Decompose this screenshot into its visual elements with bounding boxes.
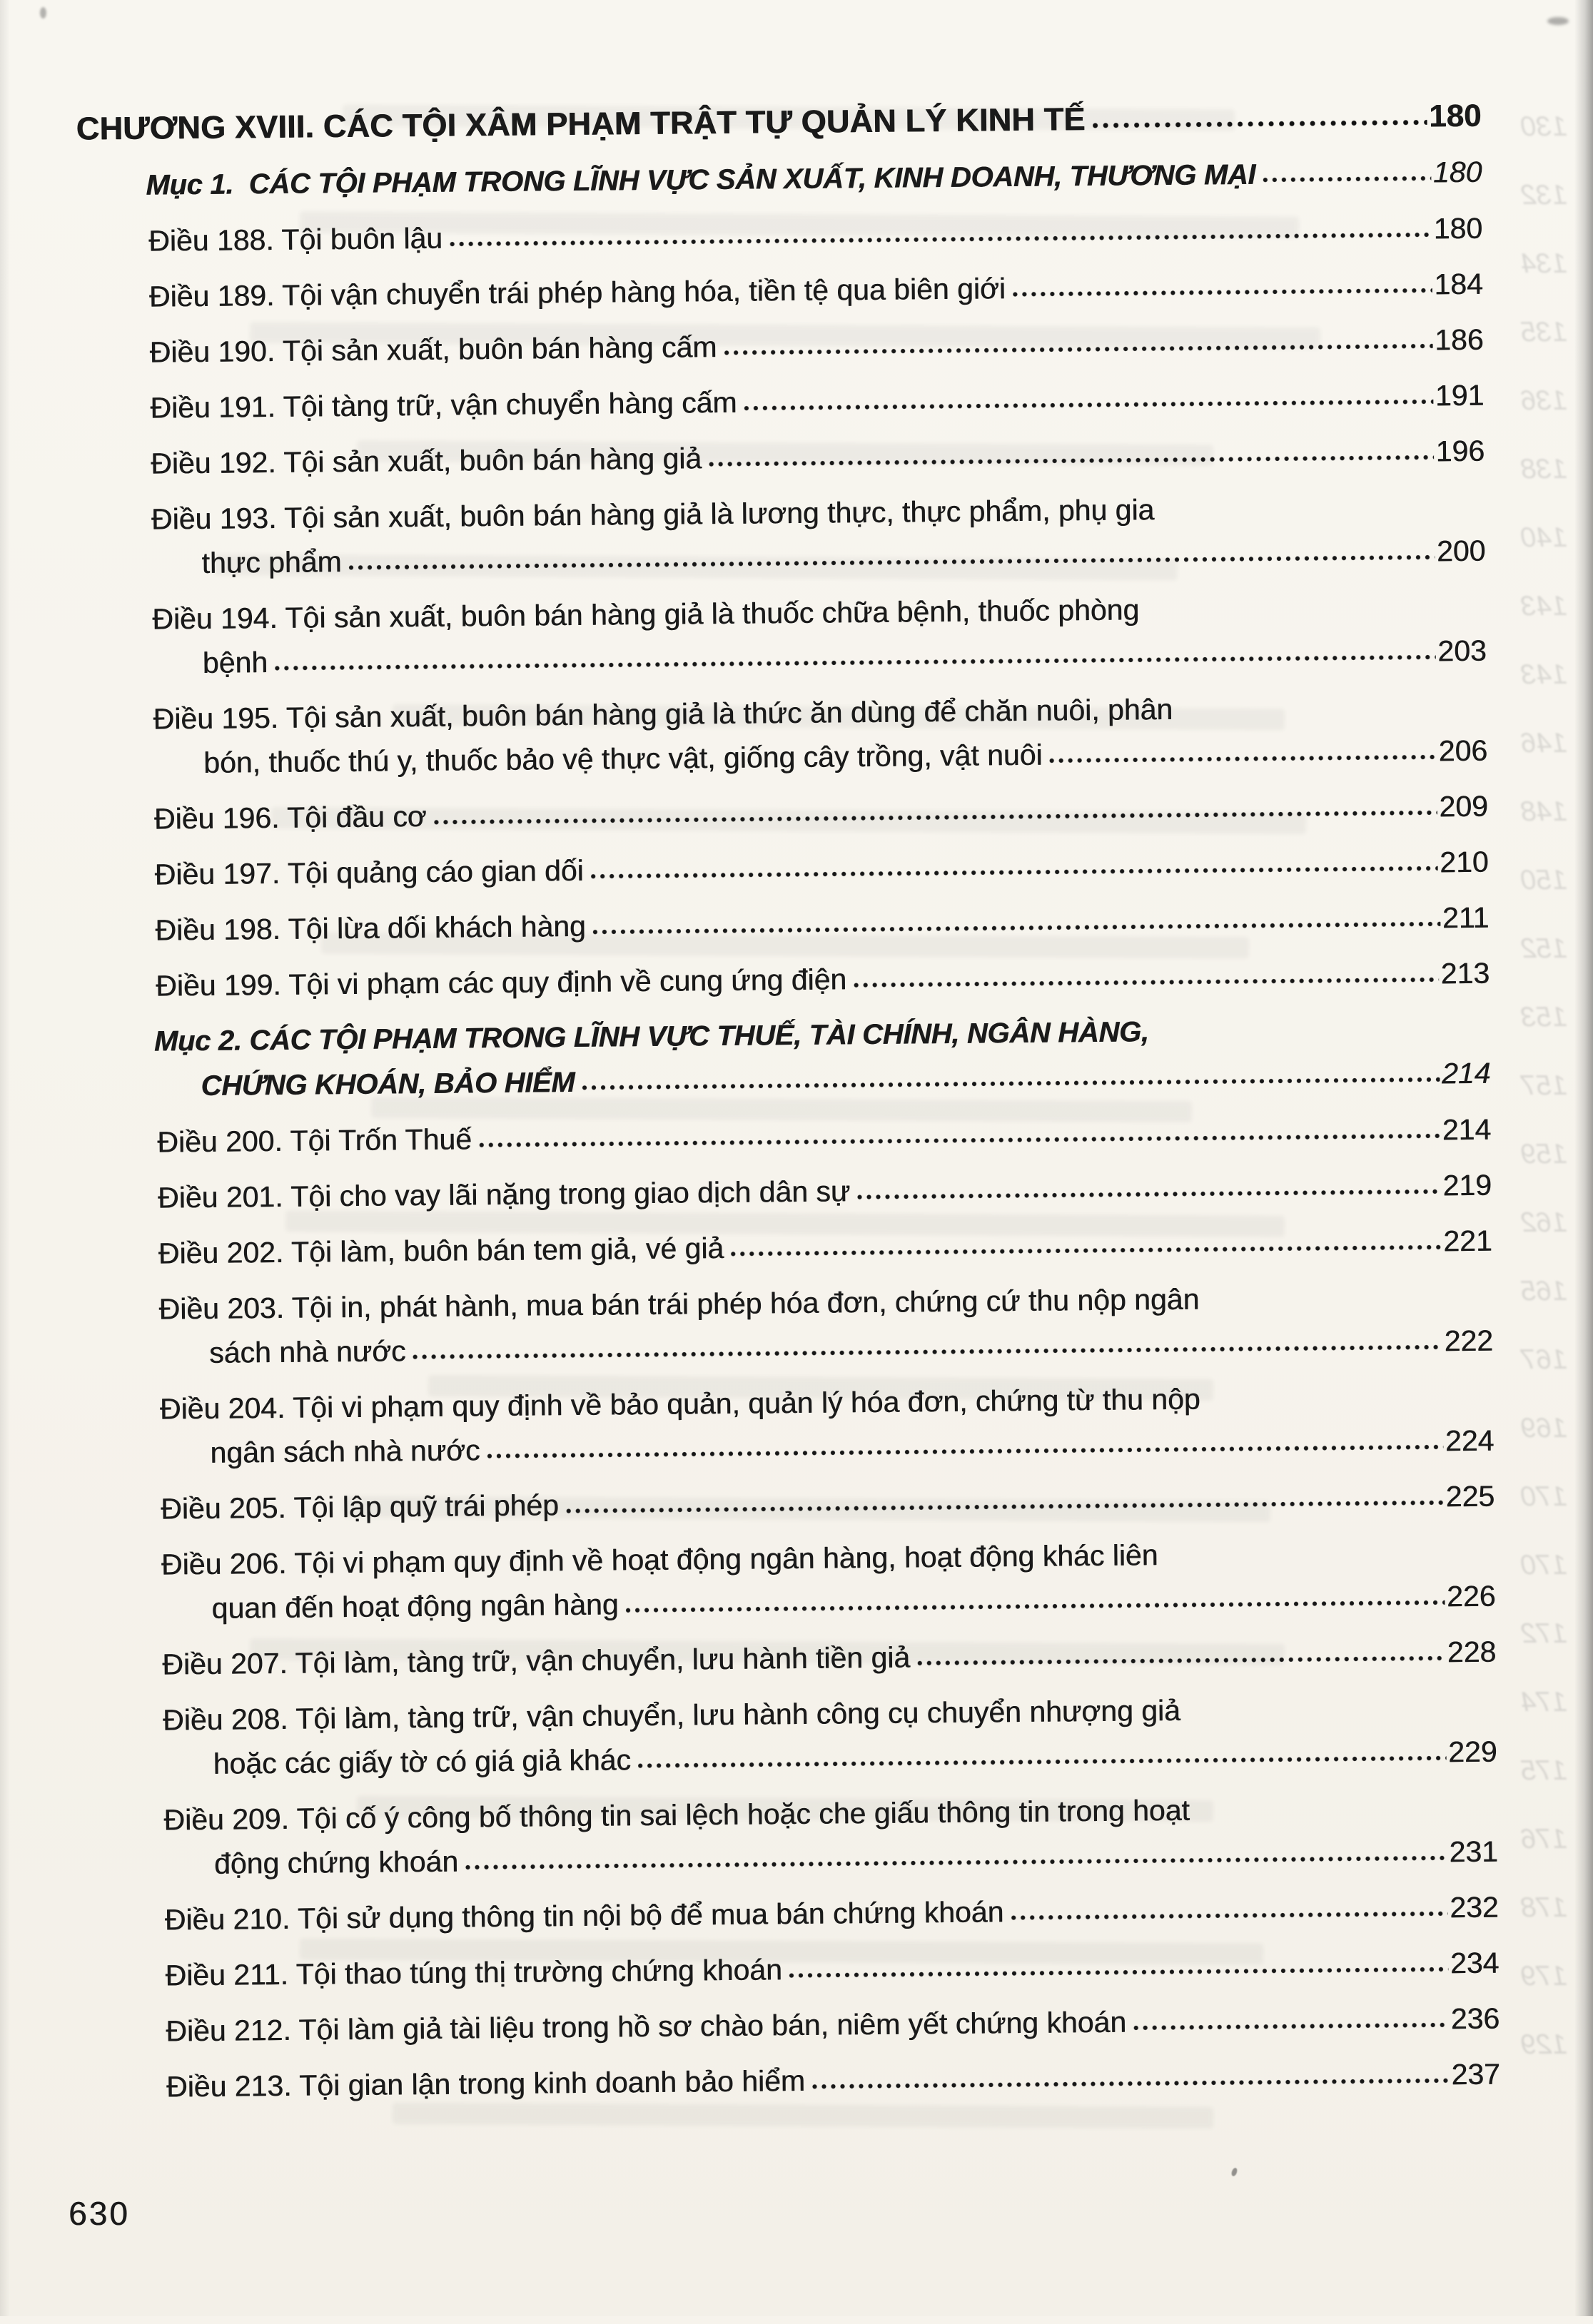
- bleedthrough-page-number: 138: [1520, 454, 1567, 484]
- toc-row: [93, 1835, 1498, 1882]
- toc-entry-text: Điều 205. Tội lập quỹ trái phép: [160, 1488, 560, 1526]
- toc-page-number: 180: [1428, 98, 1482, 134]
- bleedthrough-page-number: 162: [1520, 1207, 1567, 1238]
- dot-leader: [917, 1655, 1445, 1667]
- toc-entry-text: Điều 188. Tội buôn lậu: [148, 221, 443, 258]
- toc-entry: [83, 790, 1488, 836]
- bleedthrough-page-number: 148: [1520, 796, 1567, 827]
- bleedthrough-page-number: 129: [1520, 2029, 1567, 2060]
- bleedthrough-page-number: 175: [1520, 1755, 1567, 1786]
- toc-entry: [88, 1380, 1495, 1471]
- scan-edge-left: [0, 0, 10, 2316]
- toc-row: [78, 323, 1483, 370]
- toc-entry: [85, 1013, 1491, 1104]
- toc-entry: [77, 212, 1482, 258]
- toc-row: [80, 534, 1485, 581]
- toc-entry-text: Điều 202. Tội làm, buôn bán tem giả, vé giả: [158, 1231, 724, 1270]
- dot-leader: [479, 1132, 1440, 1149]
- bleedthrough-page-number: 143: [1520, 591, 1567, 621]
- dot-leader: [724, 342, 1432, 357]
- toc-entry: [92, 1791, 1498, 1882]
- dot-leader: [593, 920, 1440, 935]
- toc-row: [87, 1224, 1492, 1271]
- toc-entry-text: Điều 209. Tội cố ý công bố thông tin sai lệch hoặc che giấu thông tin trong hoạt: [163, 1793, 1190, 1837]
- toc-page-number: 221: [1443, 1224, 1492, 1258]
- toc-entry: [93, 1947, 1499, 1993]
- toc-page-number: 206: [1438, 734, 1488, 768]
- toc-entry-text: Điều 192. Tội sản xuất, buôn bán hàng giả: [150, 442, 702, 480]
- bleedthrough-page-number: 170: [1520, 1481, 1567, 1512]
- bleedthrough-page-number: 157: [1520, 1070, 1567, 1101]
- toc-entry: [90, 1536, 1496, 1626]
- toc-page-number: 234: [1450, 1946, 1500, 1980]
- toc-entry: [76, 156, 1482, 203]
- dot-leader: [638, 1755, 1446, 1770]
- dot-leader: [582, 1076, 1440, 1092]
- toc-entry: [93, 1891, 1498, 1937]
- bleedthrough-page-number: 159: [1520, 1139, 1567, 1169]
- toc-page-number: 229: [1447, 1735, 1497, 1769]
- toc-entry: [84, 901, 1489, 948]
- toc-entry-text: Điều 203. Tội in, phát hành, mua bán trái phép hóa đơn, chứng cứ thu nộp ngân: [158, 1282, 1200, 1326]
- toc-row: [83, 846, 1488, 892]
- dot-leader: [1133, 2021, 1449, 2031]
- dot-leader: [275, 654, 1435, 672]
- footer-page-number: 630: [69, 2195, 130, 2232]
- bleedthrough-page-number: 134: [1520, 248, 1567, 279]
- scan-smudge: [1547, 17, 1569, 25]
- dot-leader: [566, 1499, 1444, 1515]
- toc-entry: [86, 1113, 1491, 1160]
- toc-entry: [84, 957, 1490, 1003]
- toc-page-number: 180: [1433, 211, 1483, 245]
- toc-row: [82, 734, 1487, 781]
- dot-leader: [413, 1344, 1442, 1361]
- toc-page-number: 225: [1445, 1479, 1495, 1513]
- dot-leader: [744, 398, 1433, 412]
- dot-leader: [1263, 175, 1431, 183]
- toc-row: [77, 212, 1482, 258]
- dot-leader: [854, 976, 1439, 989]
- toc-page-number: 191: [1435, 378, 1485, 412]
- toc-row: [90, 1580, 1495, 1626]
- toc-entry: [78, 268, 1483, 314]
- dot-leader: [434, 809, 1437, 826]
- toc-entry-text: Điều 191. Tội tàng trữ, vận chuyển hàng cấm: [150, 385, 737, 425]
- toc-entry-text: Điều 195. Tội sản xuất, buôn bán hàng giả là thức ăn dùng để chăn nuôi, phân: [153, 692, 1173, 736]
- dot-leader: [591, 865, 1438, 880]
- bleedthrough-page-number: 170: [1520, 1550, 1567, 1580]
- dot-leader: [731, 1244, 1441, 1258]
- bleedthrough-page-number: 152: [1520, 933, 1567, 964]
- toc-row: [88, 1424, 1494, 1471]
- toc-entry: [91, 1691, 1497, 1782]
- dot-leader: [450, 231, 1432, 248]
- toc-entry-text: động chứng khoán: [213, 1845, 459, 1880]
- toc-entry: [95, 2058, 1500, 2104]
- toc-page-number: 214: [1442, 1112, 1492, 1147]
- dot-leader: [1013, 287, 1432, 298]
- toc-row: [93, 1891, 1498, 1937]
- toc-page-number: 180: [1432, 155, 1482, 189]
- toc-page-number: 211: [1442, 900, 1490, 935]
- toc-entry-text: Mục 1. CÁC TỘI PHẠM TRONG LĨNH VỰC SẢN XUẤT, KINH DOANH, THƯƠNG MẠI: [146, 158, 1256, 201]
- bleedthrough-page-number: 178: [1520, 1892, 1567, 1923]
- toc-row: [79, 379, 1484, 425]
- toc-page-number: 224: [1445, 1424, 1495, 1458]
- toc-entry-text: Điều 190. Tội sản xuất, buôn bán hàng cấm: [149, 330, 717, 369]
- toc-page-number: 226: [1446, 1579, 1496, 1613]
- toc-row: [81, 634, 1487, 681]
- bleedthrough-page-number: 176: [1520, 1824, 1567, 1854]
- toc-row: [94, 2002, 1500, 2049]
- dot-leader: [626, 1599, 1445, 1614]
- toc-row: [76, 99, 1481, 146]
- toc-entry: [86, 1169, 1492, 1215]
- toc-entry-text: thực phẩm: [201, 545, 342, 579]
- dot-leader: [465, 1854, 1447, 1871]
- toc-page-number: 186: [1434, 323, 1484, 357]
- toc-entry: [94, 2002, 1500, 2049]
- dot-leader: [349, 554, 1435, 572]
- toc-entry-text: Điều 201. Tội cho vay lãi nặng trong giao dịch dân sự: [157, 1174, 851, 1214]
- bleedthrough-page-number: 172: [1520, 1618, 1567, 1649]
- toc-entry-text: Điều 211. Tội thao túng thị trường chứng khoán: [165, 1953, 783, 1992]
- toc-entry-text: Mục 2. CÁC TỘI PHẠM TRONG LĨNH VỰC THUẾ, TÀI CHÍNH, NGÂN HÀNG,: [153, 1016, 1149, 1057]
- bleedthrough-page-number: 136: [1520, 385, 1567, 416]
- scan-edge-right: [1574, 0, 1593, 2316]
- toc-entry-text: Điều 193. Tội sản xuất, buôn bán hàng giả là lương thực, thực phẩm, phụ gia: [151, 493, 1155, 536]
- toc-row: [79, 435, 1485, 481]
- toc-entry: [87, 1280, 1493, 1371]
- toc-entry: [78, 323, 1483, 370]
- toc-entry-text: CHƯƠNG XVIII. CÁC TỘI XÂM PHẠM TRẬT TỰ QUẢN LÝ KINH TẾ: [76, 101, 1086, 147]
- bleedthrough-page-number: 132: [1520, 180, 1567, 210]
- toc-row: [85, 1013, 1490, 1059]
- toc-entry-text: Điều 208. Tội làm, tàng trữ, vận chuyển, lưu hành công cụ chuyển nhượng giả: [162, 1693, 1181, 1737]
- toc-row: [87, 1280, 1492, 1326]
- toc-entry-text: ngân sách nhà nước: [210, 1434, 480, 1469]
- toc-entry-text: CHỨNG KHOÁN, BẢO HIỂM: [201, 1066, 575, 1102]
- toc-row: [92, 1791, 1497, 1837]
- toc-entry-text: Điều 207. Tội làm, tàng trữ, vận chuyển, lưu hành tiền giả: [162, 1640, 911, 1681]
- toc-entry-text: hoặc các giấy tờ có giá giả khác: [213, 1743, 632, 1780]
- toc-entry-text: sách nhà nước: [208, 1334, 406, 1369]
- toc-page-number: 219: [1442, 1168, 1492, 1202]
- toc-entry-text: Điều 200. Tội Trốn Thuế: [157, 1122, 472, 1159]
- toc-page-number: 237: [1451, 2057, 1501, 2091]
- dot-leader: [789, 1966, 1448, 1979]
- toc-page-number: 196: [1435, 434, 1485, 468]
- toc-row: [95, 2058, 1500, 2104]
- toc-page-number: 203: [1437, 634, 1487, 668]
- toc-row: [84, 957, 1490, 1003]
- bleedthrough-page-number: 167: [1520, 1344, 1567, 1375]
- toc-row: [91, 1735, 1497, 1782]
- toc-entry-text: Điều 199. Tội vi phạm các quy định về cung ứng điện: [155, 963, 847, 1003]
- toc-entry-text: bón, thuốc thú y, thuốc bảo vệ thực vật, giống cây trồng, vật nuôi: [203, 738, 1043, 779]
- toc-row: [81, 690, 1487, 736]
- toc-page-number: 231: [1449, 1835, 1499, 1869]
- toc-row: [93, 1947, 1499, 1993]
- dot-leader: [709, 454, 1434, 468]
- bleedthrough-page-number: 146: [1520, 728, 1567, 758]
- dot-leader: [812, 2077, 1450, 2091]
- toc-entry-text: Điều 198. Tội lừa dối khách hàng: [155, 909, 586, 947]
- toc-row: [85, 1057, 1490, 1104]
- toc-row: [80, 490, 1485, 537]
- bleedthrough-page-number: 135: [1520, 317, 1567, 347]
- bleedthrough-page-number: 169: [1520, 1413, 1567, 1443]
- toc-entry: [83, 846, 1488, 892]
- toc-entry-text: Điều 204. Tội vi phạm quy định về bảo quản, quản lý hóa đơn, chứng từ thu nộp: [159, 1382, 1200, 1426]
- toc-entry: [89, 1480, 1495, 1526]
- toc-entry-text: Điều 196. Tội đầu cơ: [153, 799, 427, 836]
- toc-row: [84, 901, 1489, 948]
- toc-entry-text: Điều 212. Tội làm giả tài liệu trong hồ sơ chào bán, niêm yết chứng khoán: [165, 2005, 1127, 2048]
- bleedthrough-page-number: 174: [1520, 1687, 1567, 1717]
- toc-row: [90, 1536, 1495, 1582]
- toc-entry-text: Điều 213. Tội gian lận trong kinh doanh bảo hiểm: [166, 2064, 806, 2104]
- bleedthrough-page-number: 143: [1520, 659, 1567, 690]
- toc-entry: [76, 99, 1481, 146]
- toc-entry-text: bệnh: [202, 646, 268, 679]
- dot-leader: [1011, 1910, 1447, 1922]
- toc-row: [88, 1380, 1494, 1426]
- toc-entry: [81, 690, 1487, 781]
- toc-row: [91, 1691, 1497, 1737]
- toc-entry-text: Điều 197. Tội quảng cáo gian dối: [154, 853, 584, 891]
- toc-entry-text: Điều 189. Tội vận chuyển trái phép hàng hóa, tiền tệ qua biên giới: [148, 272, 1006, 313]
- dot-leader: [1092, 118, 1427, 129]
- bleedthrough-page-number: 130: [1520, 111, 1567, 142]
- toc-page-number: 236: [1450, 2001, 1500, 2036]
- toc-entry-text: Điều 194. Tội sản xuất, buôn bán hàng giả là thuốc chữa bệnh, thuốc phòng: [151, 593, 1140, 636]
- toc-row: [91, 1635, 1496, 1682]
- bleedthrough-page-number: 165: [1520, 1276, 1567, 1306]
- toc-page-number: 213: [1440, 956, 1490, 990]
- toc-row: [83, 790, 1488, 836]
- toc-entry-text: Điều 206. Tội vi phạm quy định về hoạt động ngân hàng, hoạt động khác liên: [161, 1538, 1158, 1581]
- toc-page-number: 209: [1439, 789, 1489, 823]
- toc-row: [86, 1169, 1492, 1215]
- toc-page-number: 228: [1447, 1635, 1497, 1669]
- toc-page-number: 232: [1449, 1890, 1499, 1924]
- bleedthrough-page-number: 179: [1520, 1961, 1567, 1991]
- toc-row: [89, 1480, 1495, 1526]
- bleedthrough-page-number: 140: [1520, 522, 1567, 553]
- toc-entry: [79, 435, 1485, 481]
- toc-row: [78, 268, 1483, 314]
- toc-row: [88, 1324, 1493, 1371]
- dot-leader: [487, 1443, 1443, 1460]
- toc-page-number: 184: [1434, 267, 1483, 301]
- scan-smudge: [40, 7, 46, 19]
- toc-page-number: 200: [1436, 534, 1486, 568]
- toc-entry: [91, 1635, 1496, 1682]
- toc-entry: [81, 590, 1487, 681]
- toc-entry: [79, 379, 1484, 425]
- dot-leader: [857, 1188, 1440, 1201]
- toc-row: [81, 590, 1486, 636]
- toc-row: [86, 1113, 1491, 1160]
- toc-page-number: 210: [1439, 845, 1489, 879]
- dot-leader: [1050, 753, 1437, 764]
- toc-entry-text: Điều 210. Tội sử dụng thông tin nội bộ để mua bán chứng khoán: [164, 1895, 1004, 1937]
- toc-entry-text: quan đến hoạt động ngân hàng: [211, 1588, 619, 1625]
- bleedthrough-page-number: 150: [1520, 865, 1567, 895]
- toc-row: [76, 156, 1482, 203]
- toc-page-number: 214: [1441, 1056, 1491, 1090]
- toc-page-number: 222: [1444, 1324, 1494, 1358]
- toc-entry: [87, 1224, 1492, 1271]
- bleedthrough-page-number: 153: [1520, 1002, 1567, 1032]
- toc-entry: [80, 490, 1486, 581]
